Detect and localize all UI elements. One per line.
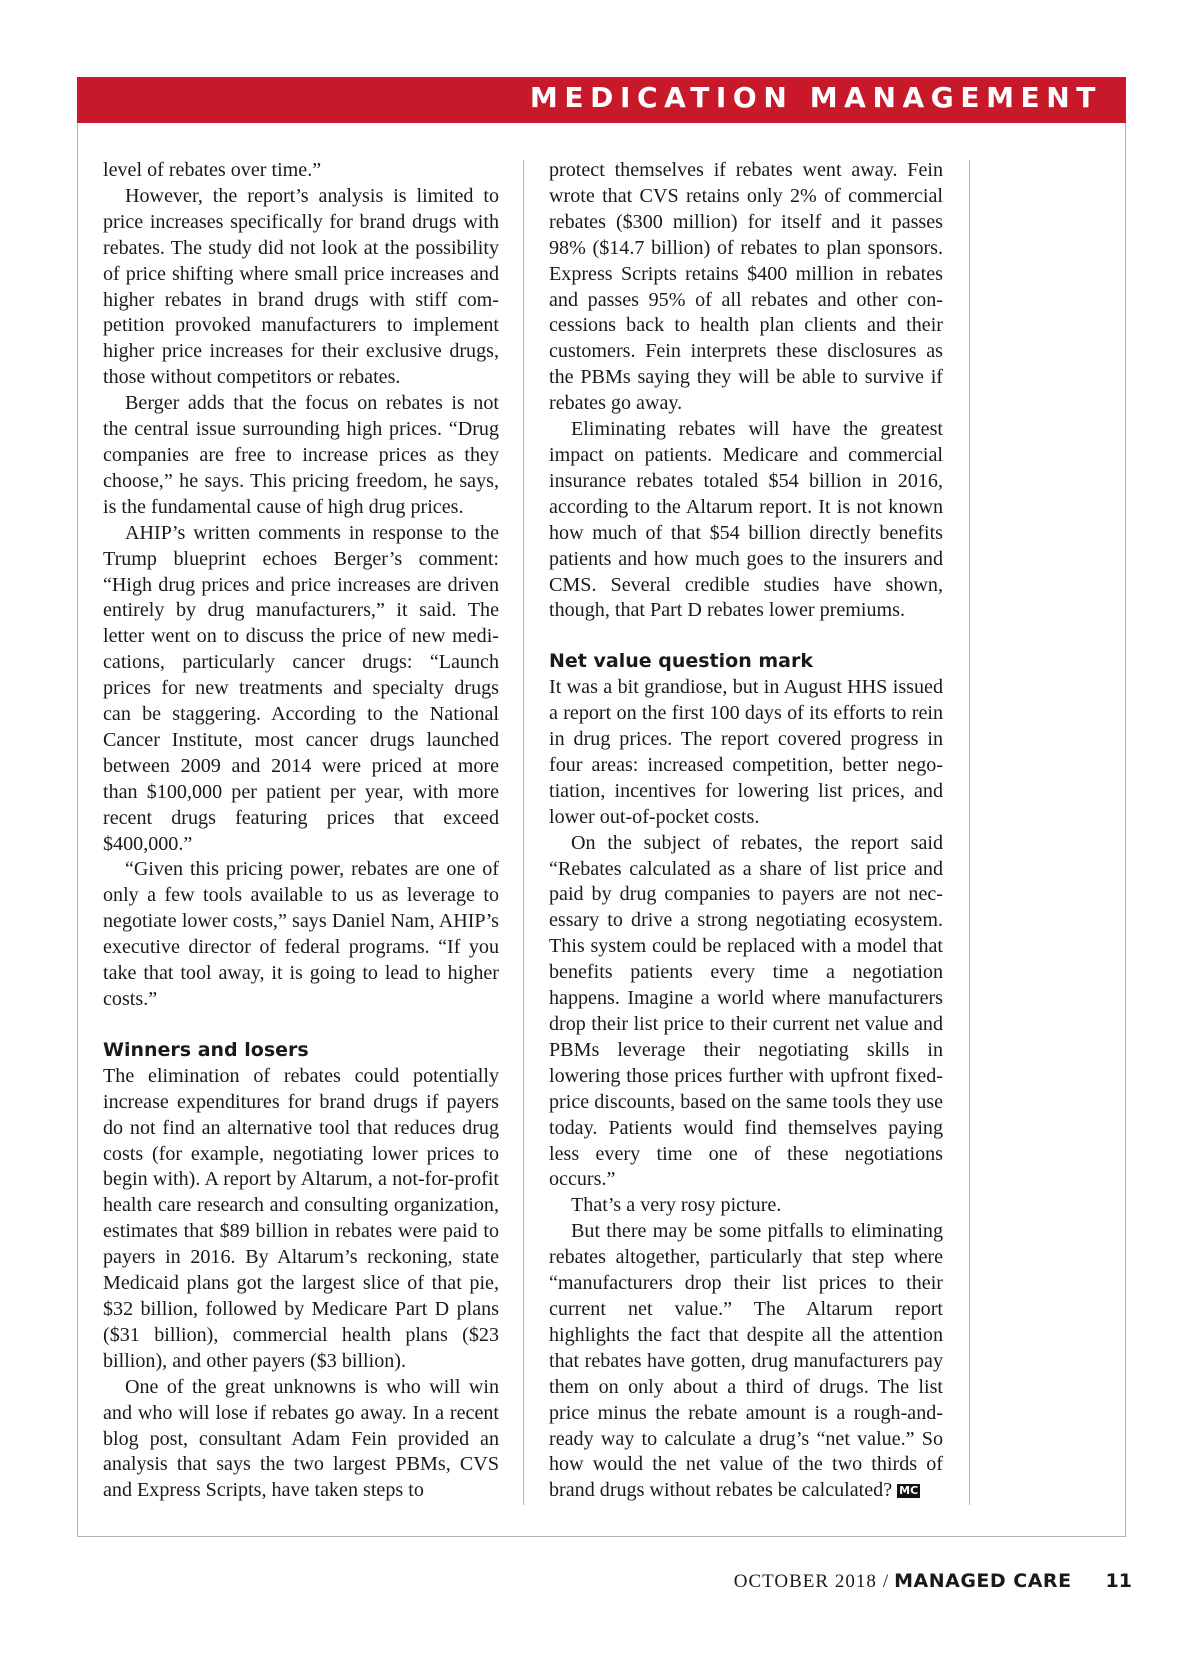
column-divider bbox=[523, 160, 524, 1505]
paragraph: However, the report’s analysis is limited to price increases specifically for brand drugs with rebates. The study did not look at the possibility of price shifting where small price increases and higher rebates in brand drugs with stiff competition provoked manufacturers to implement higher price increases for their exclusive drugs, those without competitors or rebates. bbox=[103, 184, 499, 389]
paragraph: level of rebates over time.” bbox=[103, 159, 322, 181]
paragraph: That’s a very rosy picture. bbox=[571, 1194, 782, 1217]
subheading: Net value question mark bbox=[549, 650, 813, 673]
paragraph: “Given this pricing power, rebates are one of only a few tools available to us as leverage to negotiate lower costs,” says Daniel Nam, AHIP’s executive director of federal programs. “If you take that tool away, it is going to lead to higher costs.” bbox=[103, 858, 499, 1010]
final-paragraph bbox=[549, 1219, 943, 1504]
page-number: 11 bbox=[1105, 1570, 1132, 1592]
section-banner bbox=[77, 77, 1126, 123]
paragraph: The elimination of rebates could potentially increase expenditures for brand drugs if payers do not find an alternative tool that reduces drug costs (for example, negotiating lower prices to begin with). A report by Altarum, a not-for-profit health care research and consulting organization, estimates that $89 billion in rebates were paid to payers in 2016. By Altarum’s reckoning, state Medicaid plans got the largest slice of that pie, $32 billion, followed by Medicare Part D plans ($31 billion), commercial health plans ($23 billion), and other payers ($3 billion). bbox=[103, 1064, 499, 1372]
section-title: MEDICATION MANAGEMENT bbox=[529, 81, 1102, 114]
column-divider-right bbox=[969, 160, 970, 1505]
publication-name: MANAGED CARE bbox=[894, 1570, 1072, 1592]
paragraph: protect themselves if rebates went away. Fein wrote that CVS retains only 2% of commercial rebates ($300 million) for itself and it passes 98% ($14.7 billion) of rebates to plan sponsors. Express Scripts retains $400 million in rebates and passes 95% of all rebates and other concessions back to health plan clients and their customers. Fein interprets these disclosures as the PBMs saying they will be able to survive if rebates go away. bbox=[549, 159, 943, 415]
footer-separator: / bbox=[882, 1571, 889, 1592]
paragraph: Berger adds that the focus on rebates is not the central issue surrounding high prices. “Drug companies are free to increase prices as they choose,” he says. This pricing freedom, he says, is the fundamental cause of high drug prices. bbox=[103, 392, 499, 518]
paragraph: One of the great unknowns is who will win and who will lose if rebates go away. In a recent blog post, consultant Adam Fein provided an analysis that says the two largest PBMs, CVS and Express Scripts, have taken steps to bbox=[103, 1375, 499, 1502]
paragraph-text: But there may be some pitfalls to eliminating rebates altogether, particularly that step where “manufacturers drop their list prices to their current net value.” The Altarum report highlights the fact that despite all the attention that rebates have gotten, drug manufacturers pay them on only about a third of drugs. The list price minus the rebate amount is a rough-and-ready way to calculate a drug’s “net value.” So how would the net value of the two thirds of brand drugs without rebates be calculated? bbox=[549, 1220, 943, 1502]
end-mark-icon: MC bbox=[899, 1484, 919, 1498]
paragraph: It was a bit grandiose, but in August HHS issued a report on the first 100 days of its efforts to rein in drug prices. The report covered progress in four areas: increased competition, better negotiation, incentives for lowering list prices, and lower out-of-pocket costs. bbox=[549, 676, 943, 828]
left-column bbox=[103, 158, 499, 1504]
paragraph: On the subject of rebates, the report said “Rebates calculated as a share of list price and paid by drug companies to payers are not necessary to drive a strong negotiating ecosystem. This system could be replaced with a model that benefits patients every time a negotiation happens. Imagine a world where manufacturers drop their list price to their current net value and PBMs leverage their negotiating skills in lowering those prices further with upfront fixed-price discounts, based on the same tools they use today. Patients would find themselves paying less every time one of these negotiations occurs.” bbox=[549, 831, 943, 1191]
page-footer bbox=[734, 1570, 1132, 1593]
subheading: Winners and losers bbox=[103, 1038, 309, 1061]
right-column bbox=[549, 158, 943, 1504]
issue-date: OCTOBER 2018 bbox=[733, 1571, 877, 1592]
paragraph: Eliminating rebates will have the greatest impact on patients. Medicare and commercial insurance rebates totaled $54 billion in 2016, according to the Altarum report. It is not known how much of that $54 billion directly benefits patients and how much goes to the insurers and CMS. Several credible studies have shown, though, that Part D rebates lower premiums. bbox=[549, 418, 943, 622]
paragraph: AHIP’s written comments in response to the Trump blueprint echoes Berger’s comment: “High drug prices and price increases are driven entirely by drug manufacturers,” it said. The letter went on to discuss the price of new medications, particularly cancer drugs: “Launch prices for new treatments and specialty drugs can be staggering. According to the National Cancer Institute, most cancer drugs launched between 2009 and 2014 were priced at more than $100,000 per patient per year, with more recent drugs featuring prices that exceed $400,000.” bbox=[103, 521, 499, 855]
